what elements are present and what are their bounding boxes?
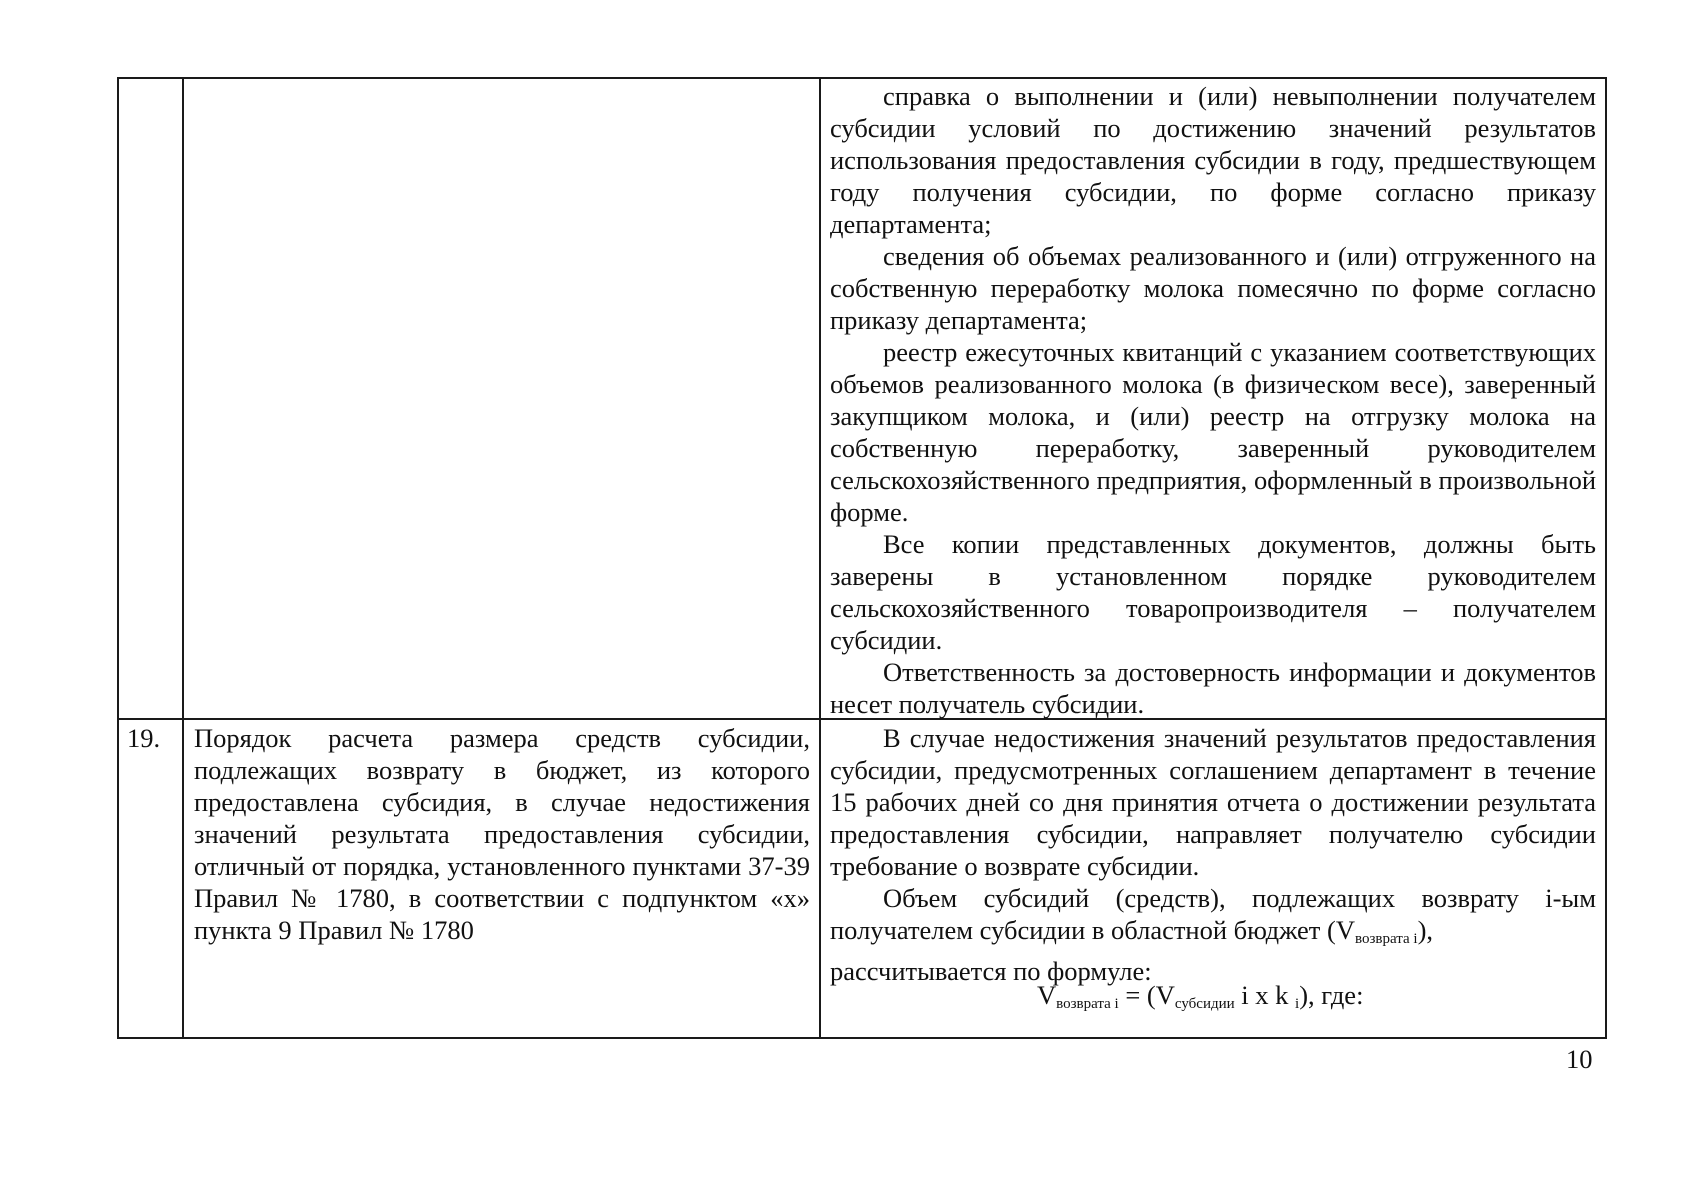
paragraph-refund-volume — [830, 882, 1596, 955]
row-number: 19. — [127, 723, 161, 753]
paragraph-refund-requirement: В случае недостижения значений результатов предоставления субсидии, предусмотренных соглашением департамент в течение 15 рабочих дней со дня принятия отчета о достижении результата предоставления субсидии, направляет получателю субсидии требование о возврате субсидии. — [830, 723, 1596, 881]
description-text: Порядок расчета размера средств субсидии, подлежащих возврату в бюджет, из которого предоставлена субсидия, в случае недостижения значений результата предоставления субсидии, отличный от порядка, установленного пунктами 37-39 Правил № 1780, в соответствии с подпунктом «х» пункта 9 Правил № 1780 — [194, 723, 810, 945]
paragraph-milk-volumes: сведения об объемах реализованного и (или) отгруженного на собственную переработку молока помесячно по форме согласно приказу департамента; — [830, 241, 1596, 335]
refund-volume-end: ), — [1417, 915, 1434, 945]
paragraph-responsibility: Ответственность за достоверность информации и документов несет получатель субсидии. — [830, 657, 1596, 719]
paragraph-certificate: справка о выполнении и (или) невыполнении получателем субсидии условий по достижению значений результатов использования предоставления субсидии в году, предшествующем году получения субсидии, по форме согласно приказу департамента; — [830, 81, 1596, 239]
refund-volume-text: Объем субсидий (средств), подлежащих возврату i-ым получателем субсидии в областной бюджет (V — [830, 883, 1596, 945]
paragraph-copies-certified: Все копии представленных документов, должны быть заверены в установленном порядке руководителем сельскохозяйственного товаропроизводителя – получателем субсидии. — [830, 529, 1596, 655]
column-divider-2 — [819, 79, 821, 1037]
refund-volume-subscript: возврата i — [1354, 931, 1418, 947]
paragraph-receipts-register: реестр ежесуточных квитанций с указанием соответствующих объемов реализованного молока (в физическом весе), заверенный закупщиком молока, и (или) реестр на отгрузку молока на собственную переработку, заверенный руководителем сельскохозяйственного предприятия, оформленный в произвольной форме. — [830, 337, 1596, 527]
row19-description — [194, 722, 810, 946]
row19-content — [830, 722, 1596, 987]
column-divider-1 — [182, 79, 184, 1037]
page-number: 10 — [1566, 1044, 1593, 1074]
top-row-content — [830, 80, 1596, 720]
paragraph-formula-intro: рассчитывается по формуле: — [830, 956, 1152, 986]
refund-formula: $V_{возврата i} = (V_{субсидии}$ i x k $_i$), где: — [1037, 980, 1364, 1012]
document-table — [117, 77, 1607, 1039]
